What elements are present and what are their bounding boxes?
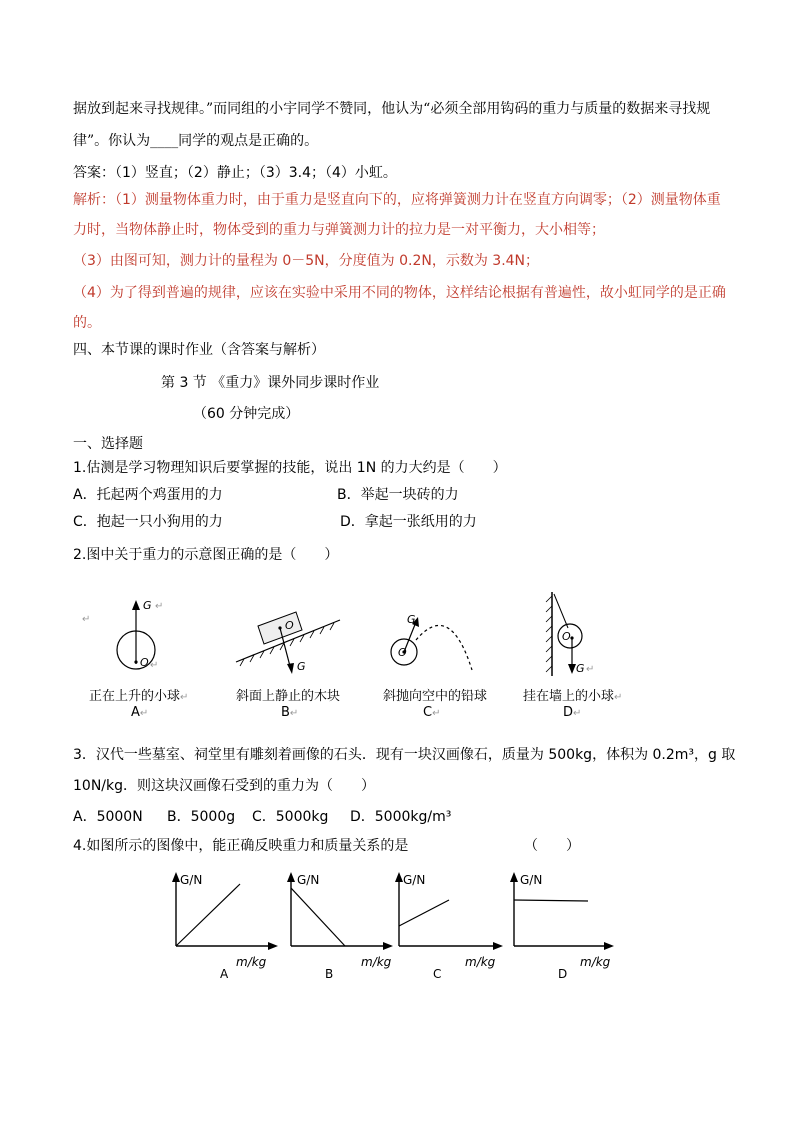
graph-line	[399, 900, 449, 926]
q3-line-2: 10N/kg．则这块汉画像石受到的重力为（ ）	[73, 778, 375, 794]
q2-caption-c: 斜抛向空中的铅球	[383, 689, 488, 704]
intro-line-2: 律”。你认为____同学的观点是正确的。	[73, 133, 319, 149]
q2-letter-d[interactable]: D↵	[563, 705, 582, 720]
svg-text:↵: ↵	[586, 664, 595, 675]
q2-figure-a	[80, 590, 190, 690]
q2-figure-d	[540, 588, 630, 683]
q2-caption-b: 斜面上静止的木块	[236, 689, 341, 704]
x-axis-label: m/kg	[236, 955, 267, 969]
svg-text:O: O	[398, 646, 407, 659]
trajectory-icon	[416, 625, 472, 670]
q1-option-b[interactable]: B．举起一块砖的力	[337, 487, 459, 503]
center-label: O	[140, 656, 149, 669]
q3-option-c[interactable]: C．5000kg	[252, 809, 329, 825]
q1-stem: 1.估测是学习物理知识后要掌握的技能，说出 1N 的力大约是（ ）	[73, 460, 507, 476]
svg-text:G/N: G/N	[297, 873, 320, 887]
q2-stem: 2.图中关于重力的示意图正确的是（ ）	[73, 547, 339, 563]
svg-text:↵: ↵	[150, 660, 159, 671]
svg-text:C: C	[433, 967, 442, 981]
svg-text:B: B	[325, 967, 334, 981]
q2-letter-b[interactable]: B↵	[281, 705, 299, 720]
graph-line	[176, 884, 240, 946]
analysis-line-3: （3）由图可知，测力计的量程为 0－5N，分度值为 0.2N，示数为 3.4N；	[73, 253, 540, 269]
analysis-line-2: 力时，当物体静止时，物体受到的重力与弹簧测力计的拉力是一对平衡力，大小相等；	[73, 222, 605, 238]
svg-text:G: G	[297, 660, 306, 673]
svg-text:G/N: G/N	[403, 873, 426, 887]
q4-graph-c	[385, 868, 510, 983]
worksheet-title: 第 3 节 《重力》课外同步课时作业	[161, 375, 380, 391]
svg-text:G: G	[576, 662, 585, 675]
string-icon	[554, 594, 568, 628]
q2-figure-c	[380, 600, 490, 680]
graph-line	[291, 888, 345, 946]
section-heading: 四、本节课的课时作业（含答案与解析）	[73, 342, 325, 358]
svg-text:D: D	[558, 967, 568, 981]
graph-letter: A	[220, 967, 229, 981]
q1-option-c[interactable]: C．抱起一只小狗用的力	[73, 514, 223, 530]
svg-text:↵: ↵	[155, 601, 164, 612]
q2-caption-a: 正在上升的小球↵	[89, 689, 189, 704]
svg-text:G: G	[407, 613, 416, 626]
svg-text:m/kg: m/kg	[465, 955, 496, 969]
return-mark-icon: ↵	[82, 614, 91, 625]
q4-bracket: （ ）	[524, 838, 580, 854]
q3-option-d[interactable]: D．5000kg/m³	[350, 809, 452, 825]
svg-text:m/kg: m/kg	[361, 955, 392, 969]
q2-caption-d: 挂在墙上的小球↵	[523, 689, 623, 704]
y-axis-label: G/N	[180, 873, 203, 887]
q4-graph-a	[160, 868, 280, 983]
q2-figure-b	[230, 600, 360, 685]
answer-line: 答案：（1）竖直；（2）静止；（3）3.4；（4）小虹。	[73, 165, 397, 181]
q4-graph-d	[500, 868, 625, 983]
q1-option-a[interactable]: A．托起两个鸡蛋用的力	[73, 487, 223, 503]
analysis-line-1: 解析：（1）测量物体重力时，由于重力是竖直向下的，应将弹簧测力计在竖直方向调零；（2）测量物体重	[73, 192, 721, 208]
intro-line-1: 据放到起来寻找规律。”而同组的小宇同学不赞同，他认为“必须全部用钩码的重力与质量的数据来寻找规	[73, 101, 711, 117]
q1-option-d[interactable]: D．拿起一张纸用的力	[340, 514, 477, 530]
analysis-line-4: （4）为了得到普遍的规律，应该在实验中采用不同的物体，这样结论根据有普遍性，故小虹同学的是正确	[73, 285, 726, 301]
part-heading: 一、选择题	[73, 436, 143, 452]
q3-option-b[interactable]: B．5000g	[167, 809, 236, 825]
q4-graph-b	[275, 868, 400, 983]
svg-text:m/kg: m/kg	[580, 955, 611, 969]
force-label: G	[143, 599, 152, 612]
q2-letter-c[interactable]: C↵	[423, 705, 441, 720]
q2-letter-a[interactable]: A↵	[131, 705, 149, 720]
time-note: （60 分钟完成）	[193, 406, 300, 422]
svg-text:G/N: G/N	[520, 873, 543, 887]
graph-line	[514, 900, 588, 901]
svg-text:O: O	[562, 630, 571, 643]
q3-line-1: 3．汉代一些墓室、祠堂里有雕刻着画像的石头．现有一块汉画像石，质量为 500kg，体积为 0.2m³，g 取	[73, 747, 736, 763]
svg-text:O: O	[285, 619, 294, 632]
q4-stem: 4.如图所示的图像中，能正确反映重力和质量关系的是	[73, 838, 409, 854]
analysis-line-5: 的。	[73, 315, 101, 331]
q3-option-a[interactable]: A．5000N	[73, 809, 143, 825]
